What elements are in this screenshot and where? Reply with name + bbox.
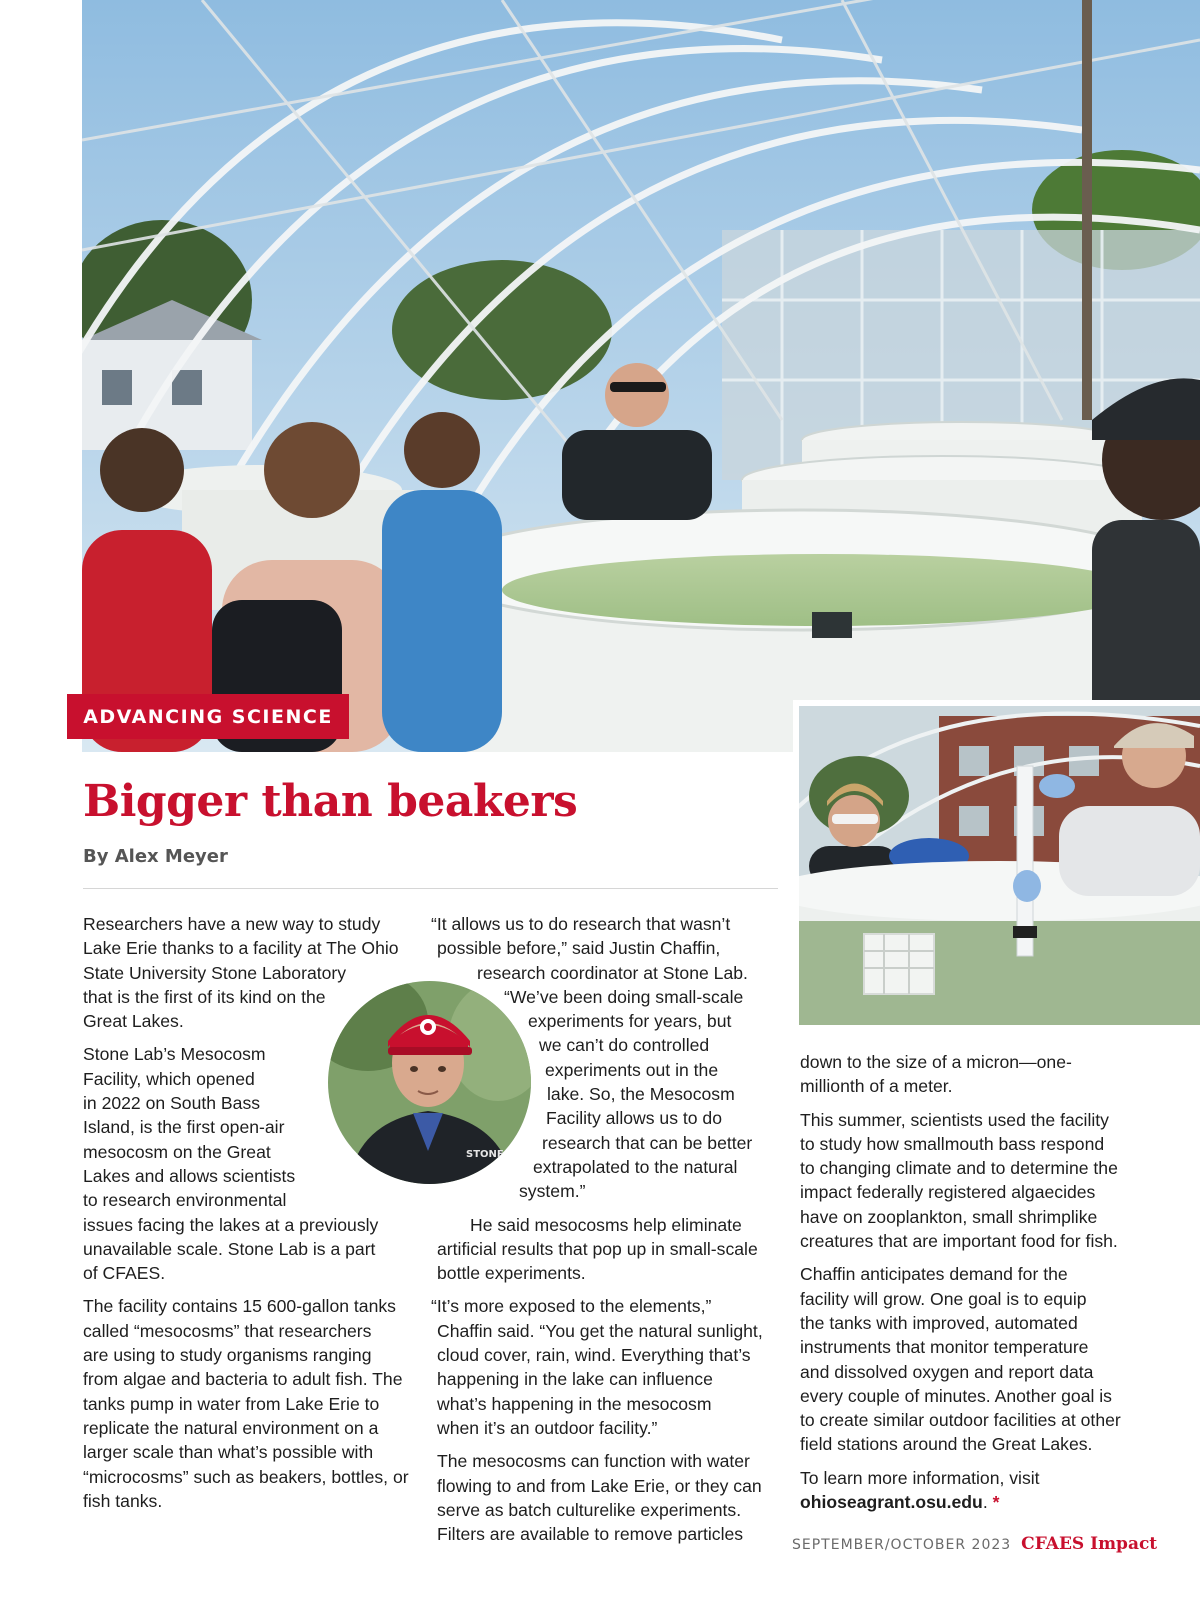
text-line: and dissolved oxygen and report data — [800, 1361, 1094, 1382]
text-line: replicate the natural environment on a — [83, 1417, 379, 1438]
text-line: mesocosm on the Great — [83, 1141, 271, 1162]
text-line: impact federally registered algaecides — [800, 1182, 1096, 1203]
text-line: Filters are available to remove particles — [437, 1524, 744, 1545]
text-line: Chaffin said. “You get the natural sunlight, — [437, 1320, 763, 1341]
text-line: bottle experiments. — [437, 1263, 586, 1284]
text-line: every couple of minutes. Another goal is — [800, 1385, 1112, 1406]
text-line: called “mesocosms” that researchers — [83, 1320, 372, 1341]
article-headline: Bigger than beakers — [83, 776, 578, 827]
text-line: field stations around the Great Lakes. — [800, 1434, 1093, 1455]
text-line: in 2022 on South Bass — [83, 1093, 261, 1114]
text-line: to study how smallmouth bass respond — [800, 1133, 1105, 1154]
text-line: This summer, scientists used the facility — [800, 1109, 1109, 1130]
text-line: research that can be better — [542, 1132, 753, 1153]
text-line: He said mesocosms help eliminate — [470, 1214, 742, 1235]
text-line: Great Lakes. — [83, 1011, 184, 1032]
text-line: “It allows us to do research that wasn’t — [431, 914, 731, 934]
text-line: millionth of a meter. — [800, 1076, 953, 1097]
text-line: have on zooplankton, small shrimplike — [800, 1206, 1098, 1227]
text-line: facility will grow. One goal is to equip — [800, 1288, 1087, 1309]
text-line: to create similar outdoor facilities at other — [800, 1410, 1121, 1431]
text-line: “microcosms” such as beakers, bottles, or — [83, 1466, 409, 1487]
text-line: Lake Erie thanks to a facility at The Ohio — [83, 938, 399, 959]
text-line: are using to study organisms ranging — [83, 1345, 372, 1366]
text-line: research coordinator at Stone Lab. — [477, 962, 748, 983]
text-line: Facility allows us to do — [546, 1108, 723, 1129]
publication-name: CFAES Impact — [1021, 1534, 1158, 1554]
paragraph — [83, 1294, 413, 1513]
paragraph — [800, 1050, 1140, 1099]
text-line: The mesocosms can function with water — [437, 1451, 750, 1472]
text-line: happening in the lake can influence — [437, 1369, 713, 1390]
paragraph — [431, 1294, 780, 1440]
text-line: Facility, which opened — [83, 1068, 255, 1089]
text-line: issues facing the lakes at a previously — [83, 1214, 379, 1235]
text-line: tanks pump in water from Lake Erie to — [83, 1393, 380, 1414]
portrait-photo — [328, 981, 531, 1184]
text-line: cloud cover, rain, wind. Everything that’s — [437, 1345, 751, 1366]
article-column-3 — [800, 1050, 1140, 1523]
text-line: larger scale than what’s possible with — [83, 1442, 374, 1463]
text-line: Chaffin anticipates demand for the — [800, 1264, 1068, 1285]
issue-date: SEPTEMBER/OCTOBER 2023 — [792, 1537, 1012, 1553]
text-line: creatures that are important food for fish. — [800, 1231, 1118, 1252]
text-line: when it’s an outdoor facility.” — [437, 1417, 658, 1438]
text-line: “It’s more exposed to the elements,” — [431, 1296, 712, 1317]
text-line: State University Stone Laboratory — [83, 962, 347, 983]
inset-photo — [793, 700, 1200, 1025]
text-line: down to the size of a micron—one- — [800, 1052, 1072, 1072]
text-line: unavailable scale. Stone Lab is a part — [83, 1238, 376, 1259]
shirt-logo-text: STONE — [466, 1149, 504, 1160]
text-line: flowing to and from Lake Erie, or they can — [437, 1475, 762, 1496]
website-link[interactable]: ohioseagrant.osu.edu — [800, 1492, 983, 1513]
text-line: we can’t do controlled — [539, 1035, 710, 1056]
text-line: to research environmental — [83, 1190, 287, 1211]
text-line: lake. So, the Mesocosm — [547, 1084, 735, 1105]
section-tag: ADVANCING SCIENCE — [67, 694, 349, 739]
paragraph — [800, 1262, 1140, 1456]
paragraph — [800, 1108, 1140, 1254]
text-line: possible before,” said Justin Chaffin, — [437, 938, 721, 959]
text-line: extrapolated to the natural — [533, 1156, 738, 1177]
text-line: of CFAES. — [83, 1263, 166, 1284]
text-line: that is the first of its kind on the — [83, 986, 326, 1007]
text-line: Lakes and allows scientists — [83, 1165, 296, 1186]
text-line: instruments that monitor temperature — [800, 1337, 1089, 1358]
text-line: “We’ve been doing small-scale — [504, 986, 744, 1007]
text-line: the tanks with improved, automated — [800, 1312, 1078, 1333]
page-footer — [792, 1534, 1157, 1554]
paragraph — [437, 1449, 780, 1546]
text-line: experiments for years, but — [528, 1011, 732, 1032]
text-line: experiments out in the — [545, 1059, 719, 1080]
text-line: The facility contains 15 600-gallon tanks — [83, 1296, 396, 1317]
text-line: Researchers have a new way to study — [83, 914, 381, 934]
period: . — [982, 1492, 988, 1513]
article-byline: By Alex Meyer — [83, 846, 228, 867]
text-line: To learn more information, visit — [800, 1467, 1040, 1488]
text-line: system.” — [519, 1181, 586, 1202]
text-line: artificial results that pop up in small-scale — [437, 1238, 758, 1259]
text-line: Island, is the first open-air — [83, 1117, 285, 1138]
paragraph — [800, 1466, 1140, 1515]
text-line: Stone Lab’s Mesocosm — [83, 1044, 266, 1065]
article-column-1 — [83, 912, 413, 1522]
text-line: fish tanks. — [83, 1490, 163, 1511]
text-line: serve as batch culturelike experiments. — [437, 1499, 742, 1520]
paragraph — [437, 1213, 780, 1286]
text-line: what’s happening in the mesocosm — [437, 1393, 712, 1414]
hero-photo — [82, 0, 1200, 752]
text-line: from algae and bacteria to adult fish. The — [83, 1369, 403, 1390]
text-line: to changing climate and to determine the — [800, 1158, 1118, 1179]
divider — [83, 888, 778, 889]
end-mark-icon: * — [992, 1492, 1000, 1513]
